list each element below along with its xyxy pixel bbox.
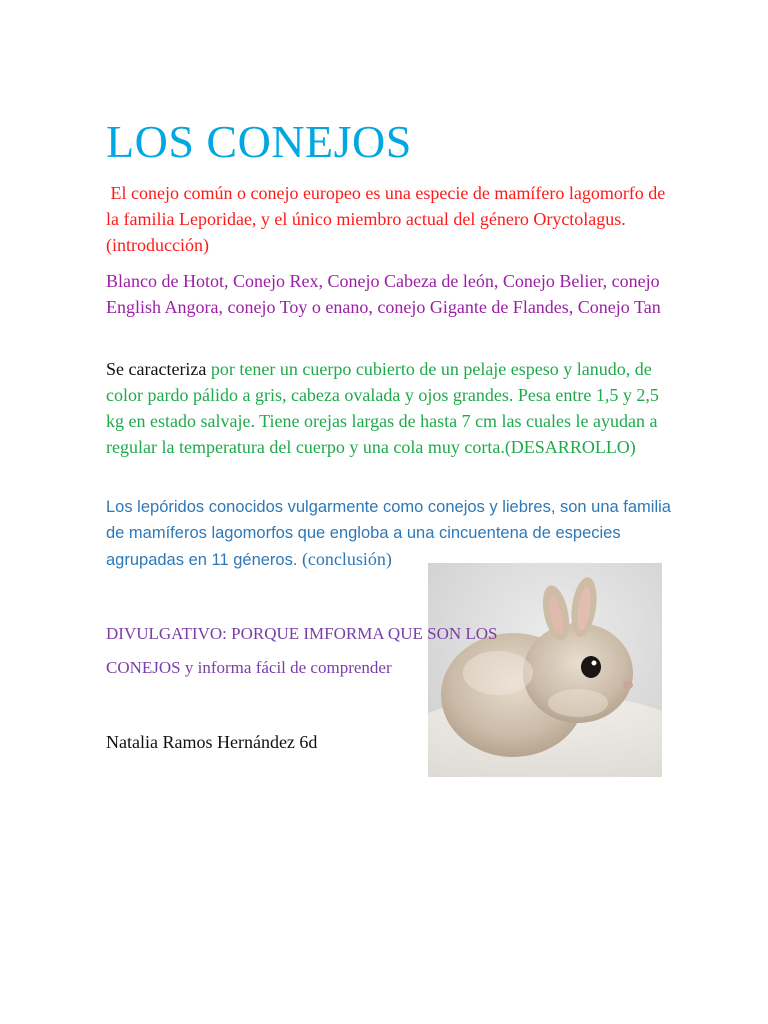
description-lead: Se caracteriza [106, 359, 207, 379]
text-type-line-1: DIVULGATIVO: PORQUE IMFORMA QUE SON LOS [106, 624, 498, 643]
intro-paragraph [106, 180, 671, 258]
description-paragraph [106, 356, 681, 460]
conclusion-text: Los lepóridos conocidos vulgarmente como conejos y liebres, son una familia de mamíferos lagomorfos que engloba a una cincuentena de especies agrupadas en 11 géneros. [106, 498, 671, 569]
conclusion-paragraph [106, 494, 681, 573]
text-type-line-2: CONEJOS y informa fácil de comprender [106, 658, 392, 677]
description-text: por tener un cuerpo cubierto de un pelaje espeso y lanudo, de color pardo pálido a gris, cabeza ovalada y ojos grandes. Pesa entre 1,5 y 2,5 kg en estado salvaje. Tiene orejas largas de hasta 7 cm las cuales le ayudan a regular la temperatura del cuerpo y una cola muy corta.(DESARROLLO) [106, 359, 659, 457]
breeds-paragraph: Blanco de Hotot, Conejo Rex, Conejo Cabeza de león, Conejo Belier, conejo English Angora, conejo Toy o enano, conejo Gigante de Flandes, Conejo Tan [106, 271, 661, 317]
document-title: LOS CONEJOS [106, 116, 412, 167]
intro-text: El conejo común o conejo europeo es una especie de mamífero lagomorfo de la familia Leporidae, y el único miembro actual del género Oryctolagus. (introducción) [106, 183, 666, 255]
conclusion-tag: (conclusión) [297, 549, 392, 569]
author-name: Natalia Ramos Hernández 6d [106, 732, 318, 752]
